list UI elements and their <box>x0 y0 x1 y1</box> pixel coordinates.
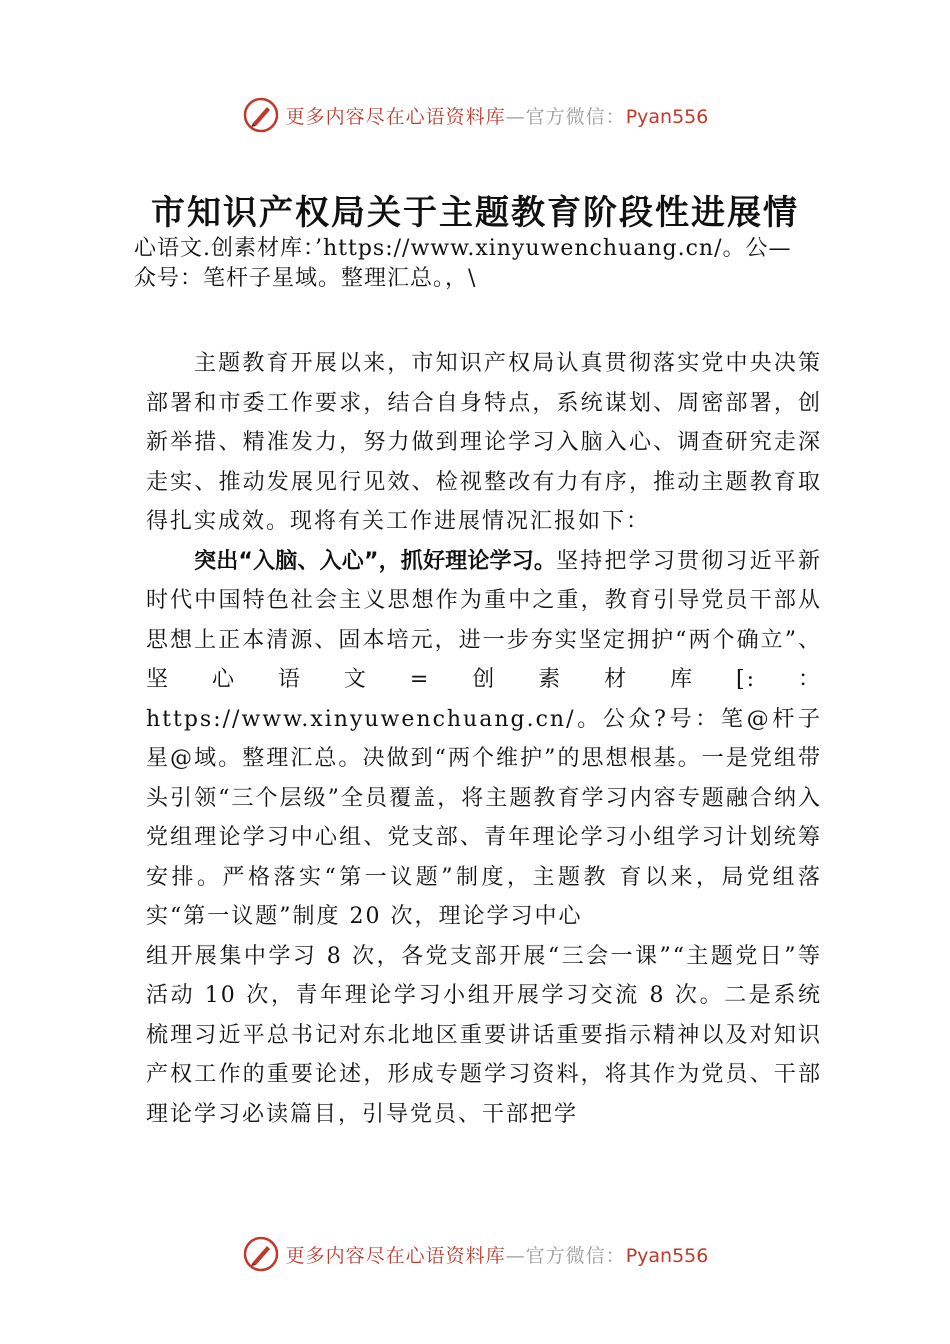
section-text: 坚持把学习贯彻习近平新时代中国特色社会主义思想作为重中之重，教育引导党员干部从思想上正本清源、固本培元，进一步夯实坚定拥护“两个确立”、坚心语文=创素材库[:：https://www.xinyuwenchuang.cn/。公众?号：笔@杆子星@域。整理汇总。决做到“两个维护”的思想根基。一是党组带头引领“三个层级”全员覆盖，将主题教育学习内容专题融合纳入党组理论学习中心组、党支部、青年理论学习小组学习计划统筹安排。严格落实“第一议题”制度，主题教 育以来，局党组落实“第一议题”制度 20 次，理论学习中心 <box>146 548 822 929</box>
banner-main-text: 更多内容尽在心语资料库 <box>285 1244 506 1267</box>
source-line-1: 心语文.创素材库：’https://www.xinyuwenchuang.cn/。公— <box>134 236 792 261</box>
paragraph-theory-study <box>146 542 822 937</box>
paragraph-intro: 主题教育开展以来，市知识产权局认真贯彻落实党中央决策部署和市委工作要求，结合自身特点，系统谋划、周密部署，创新举措、精准发力，努力做到理论学习入脑入心、调查研究走深走实、推动发展见行见效、检视整改有力有序，推动主题教育取得扎实成效。现将有关工作进展情况汇报如下： <box>146 351 822 534</box>
logo-icon <box>242 1235 280 1273</box>
logo-icon <box>242 96 280 134</box>
banner-wechat-label: 官方微信： <box>525 105 626 128</box>
banner-wechat-id: Pyan556 <box>625 1244 709 1267</box>
banner-wechat-label: 官方微信： <box>525 1244 626 1267</box>
header-banner <box>0 93 950 137</box>
section-heading: 突出“入脑、入心”，抓好理论学习。 <box>194 548 557 574</box>
banner-dash: — <box>505 1244 526 1267</box>
source-note <box>134 234 834 294</box>
banner-wechat-id: Pyan556 <box>625 105 709 128</box>
document-title: 市知识产权局关于主题教育阶段性进展情 <box>151 193 799 233</box>
banner-text <box>286 102 709 129</box>
paragraph-continued: 组开展集中学习 8 次，各党支部开展“三会一课”“主题党日”等活动 10 次，青年理论学习小组开展学习交流 8 次。二是系统梳理习近平总书记对东北地区重要讲话重要指示精神以及对知识产权工作的重要论述，形成专题学习资料，将其作为党员、干部理论学习必读篇目，引导党员、干部把学 <box>146 943 822 1127</box>
document-body <box>146 344 822 1134</box>
banner-text <box>286 1241 709 1268</box>
banner-dash: — <box>505 105 526 128</box>
banner-main-text: 更多内容尽在心语资料库 <box>285 105 506 128</box>
footer-banner <box>0 1232 950 1276</box>
source-line-2: 众号：笔杆子星域。整理汇总。，\ <box>134 266 477 291</box>
